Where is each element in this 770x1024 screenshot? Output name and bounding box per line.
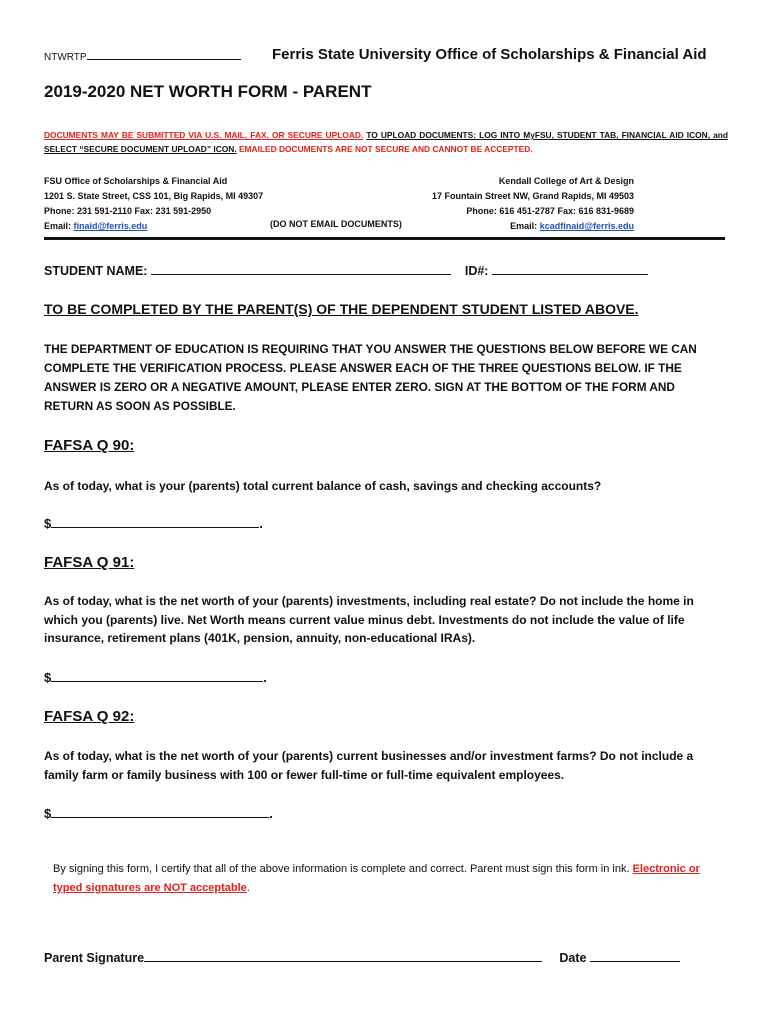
student-name-field[interactable] xyxy=(151,262,451,275)
question-92-label: FAFSA Q 92: xyxy=(44,708,135,725)
form-code-text: NTWRTP xyxy=(44,52,87,63)
question-92-text: As of today, what is the net worth of your (parents) current businesses and/or investment farms? Do not include a family farm or family business with 100 or fewer full-time or full-time equivalent employees. xyxy=(44,749,694,782)
fsu-office-address: 1201 S. State Street, CSS 101, Big Rapids, MI 49307 xyxy=(44,191,264,201)
certification-statement xyxy=(53,860,723,898)
question-90-text: As of today, what is your (parents) total current balance of cash, savings and checking accounts? xyxy=(44,479,602,493)
question-91-label: FAFSA Q 91: xyxy=(44,554,135,571)
question-92-answer xyxy=(44,805,273,821)
date-label: Date xyxy=(559,951,587,965)
answer-91-field[interactable] xyxy=(51,669,263,682)
answer-90-suffix: . xyxy=(259,516,263,531)
parent-signature-label: Parent Signature xyxy=(44,951,145,965)
answer-92-suffix: . xyxy=(269,806,273,821)
submission-methods: DOCUMENTS MAY BE SUBMITTED VIA U.S. MAIL, FAX, OR SECURE UPLOAD. xyxy=(44,130,364,140)
university-heading: Ferris State University Office of Scholarships & Financial Aid xyxy=(272,46,707,63)
answer-90-prefix: $ xyxy=(44,516,52,531)
answer-90-field[interactable] xyxy=(51,515,259,528)
fsu-office-block xyxy=(44,174,263,234)
upload-instructions: TO UPLOAD DOCUMENTS: LOG INTO MyFSU, STUDENT TAB, FINANCIAL AID ICON, and SELECT “SECURE DOCUMENT UPLOAD” ICON. xyxy=(44,130,728,154)
kendall-office-email-row xyxy=(370,219,634,234)
fsu-office-phone: Phone: 231 591-2110 Fax: 231 591-2950 xyxy=(44,206,212,216)
form-code xyxy=(44,49,241,63)
certification-end: . xyxy=(246,882,250,894)
question-91-label-text: FAFSA Q 91 xyxy=(44,554,130,571)
kendall-office-address: 17 Fountain Street NW, Grand Rapids, MI 49503 xyxy=(431,191,634,201)
instruction-body: THE DEPARTMENT OF EDUCATION IS REQUIRING THAT YOU ANSWER THE QUESTIONS BELOW BEFORE WE CAN COMPLETE THE VERIFICATION PROCESS. PLEASE ANSWER EACH OF THE THREE QUESTIONS BELOW. IF THE ANSWER IS ZERO OR A NEGATIVE AMOUNT, PLEASE ENTER ZERO. SIGN AT THE BOTTOM OF THE FORM AND RETURN AS SOON AS POSSIBLE. xyxy=(44,342,697,413)
question-90-label-text: FAFSA Q 90 xyxy=(44,437,130,454)
divider-rule xyxy=(44,237,725,240)
kendall-office-block xyxy=(370,174,634,234)
submission-notice xyxy=(44,128,728,156)
form-title: 2019-2020 NET WORTH FORM - PARENT xyxy=(44,82,372,101)
student-id-field[interactable] xyxy=(492,262,648,275)
student-info-row xyxy=(44,262,648,278)
question-90-answer xyxy=(44,515,263,531)
date-field[interactable] xyxy=(590,949,680,962)
kendall-office-name: Kendall College of Art & Design xyxy=(498,176,634,186)
fsu-office-name: FSU Office of Scholarships & Financial Aid xyxy=(44,176,228,186)
answer-92-field[interactable] xyxy=(51,805,269,818)
question-91-answer xyxy=(44,669,267,685)
certification-text: By signing this form, I certify that all of the above information is complete and correct. Parent must sign this form in ink. xyxy=(53,863,630,875)
fsu-email-label: Email: xyxy=(44,221,74,231)
student-name-label: STUDENT NAME: xyxy=(44,264,148,278)
parent-signature-field[interactable] xyxy=(144,949,542,962)
answer-91-suffix: . xyxy=(263,670,267,685)
answer-91-prefix: $ xyxy=(44,670,52,685)
kendall-email-label: Email: xyxy=(510,221,540,231)
kendall-email-link[interactable]: kcadfinaid@ferris.edu xyxy=(539,221,634,231)
answer-92-prefix: $ xyxy=(44,806,52,821)
email-warning: EMAILED DOCUMENTS ARE NOT SECURE AND CANNOT BE ACCEPTED. xyxy=(238,144,533,154)
question-91-text: As of today, what is the net worth of your (parents) investments, including real estate? Do not include the home in which you (parents) live. Net Worth means current value minus debt. Investments do not include the value of life insurance, retirement plans (401K, pension, annuity, non-educational IRAs). xyxy=(44,594,694,645)
form-code-blank[interactable] xyxy=(87,49,241,60)
signature-warning: Electronic or typed signatures are NOT acceptable xyxy=(53,863,700,894)
fsu-email-link[interactable]: finaid@ferris.edu xyxy=(73,221,148,231)
fsu-office-email-row xyxy=(44,219,263,234)
instruction-title: TO BE COMPLETED BY THE PARENT(S) OF THE DEPENDENT STUDENT LISTED ABOVE. xyxy=(44,301,639,317)
no-email-note: (DO NOT EMAIL DOCUMENTS) xyxy=(270,219,402,229)
question-92-label-text: FAFSA Q 92 xyxy=(44,708,130,725)
kendall-office-phone: Phone: 616 451-2787 Fax: 616 831-9689 xyxy=(466,206,634,216)
question-90-label: FAFSA Q 90: xyxy=(44,437,135,454)
signature-row xyxy=(44,949,680,965)
student-id-label: ID#: xyxy=(464,264,489,278)
